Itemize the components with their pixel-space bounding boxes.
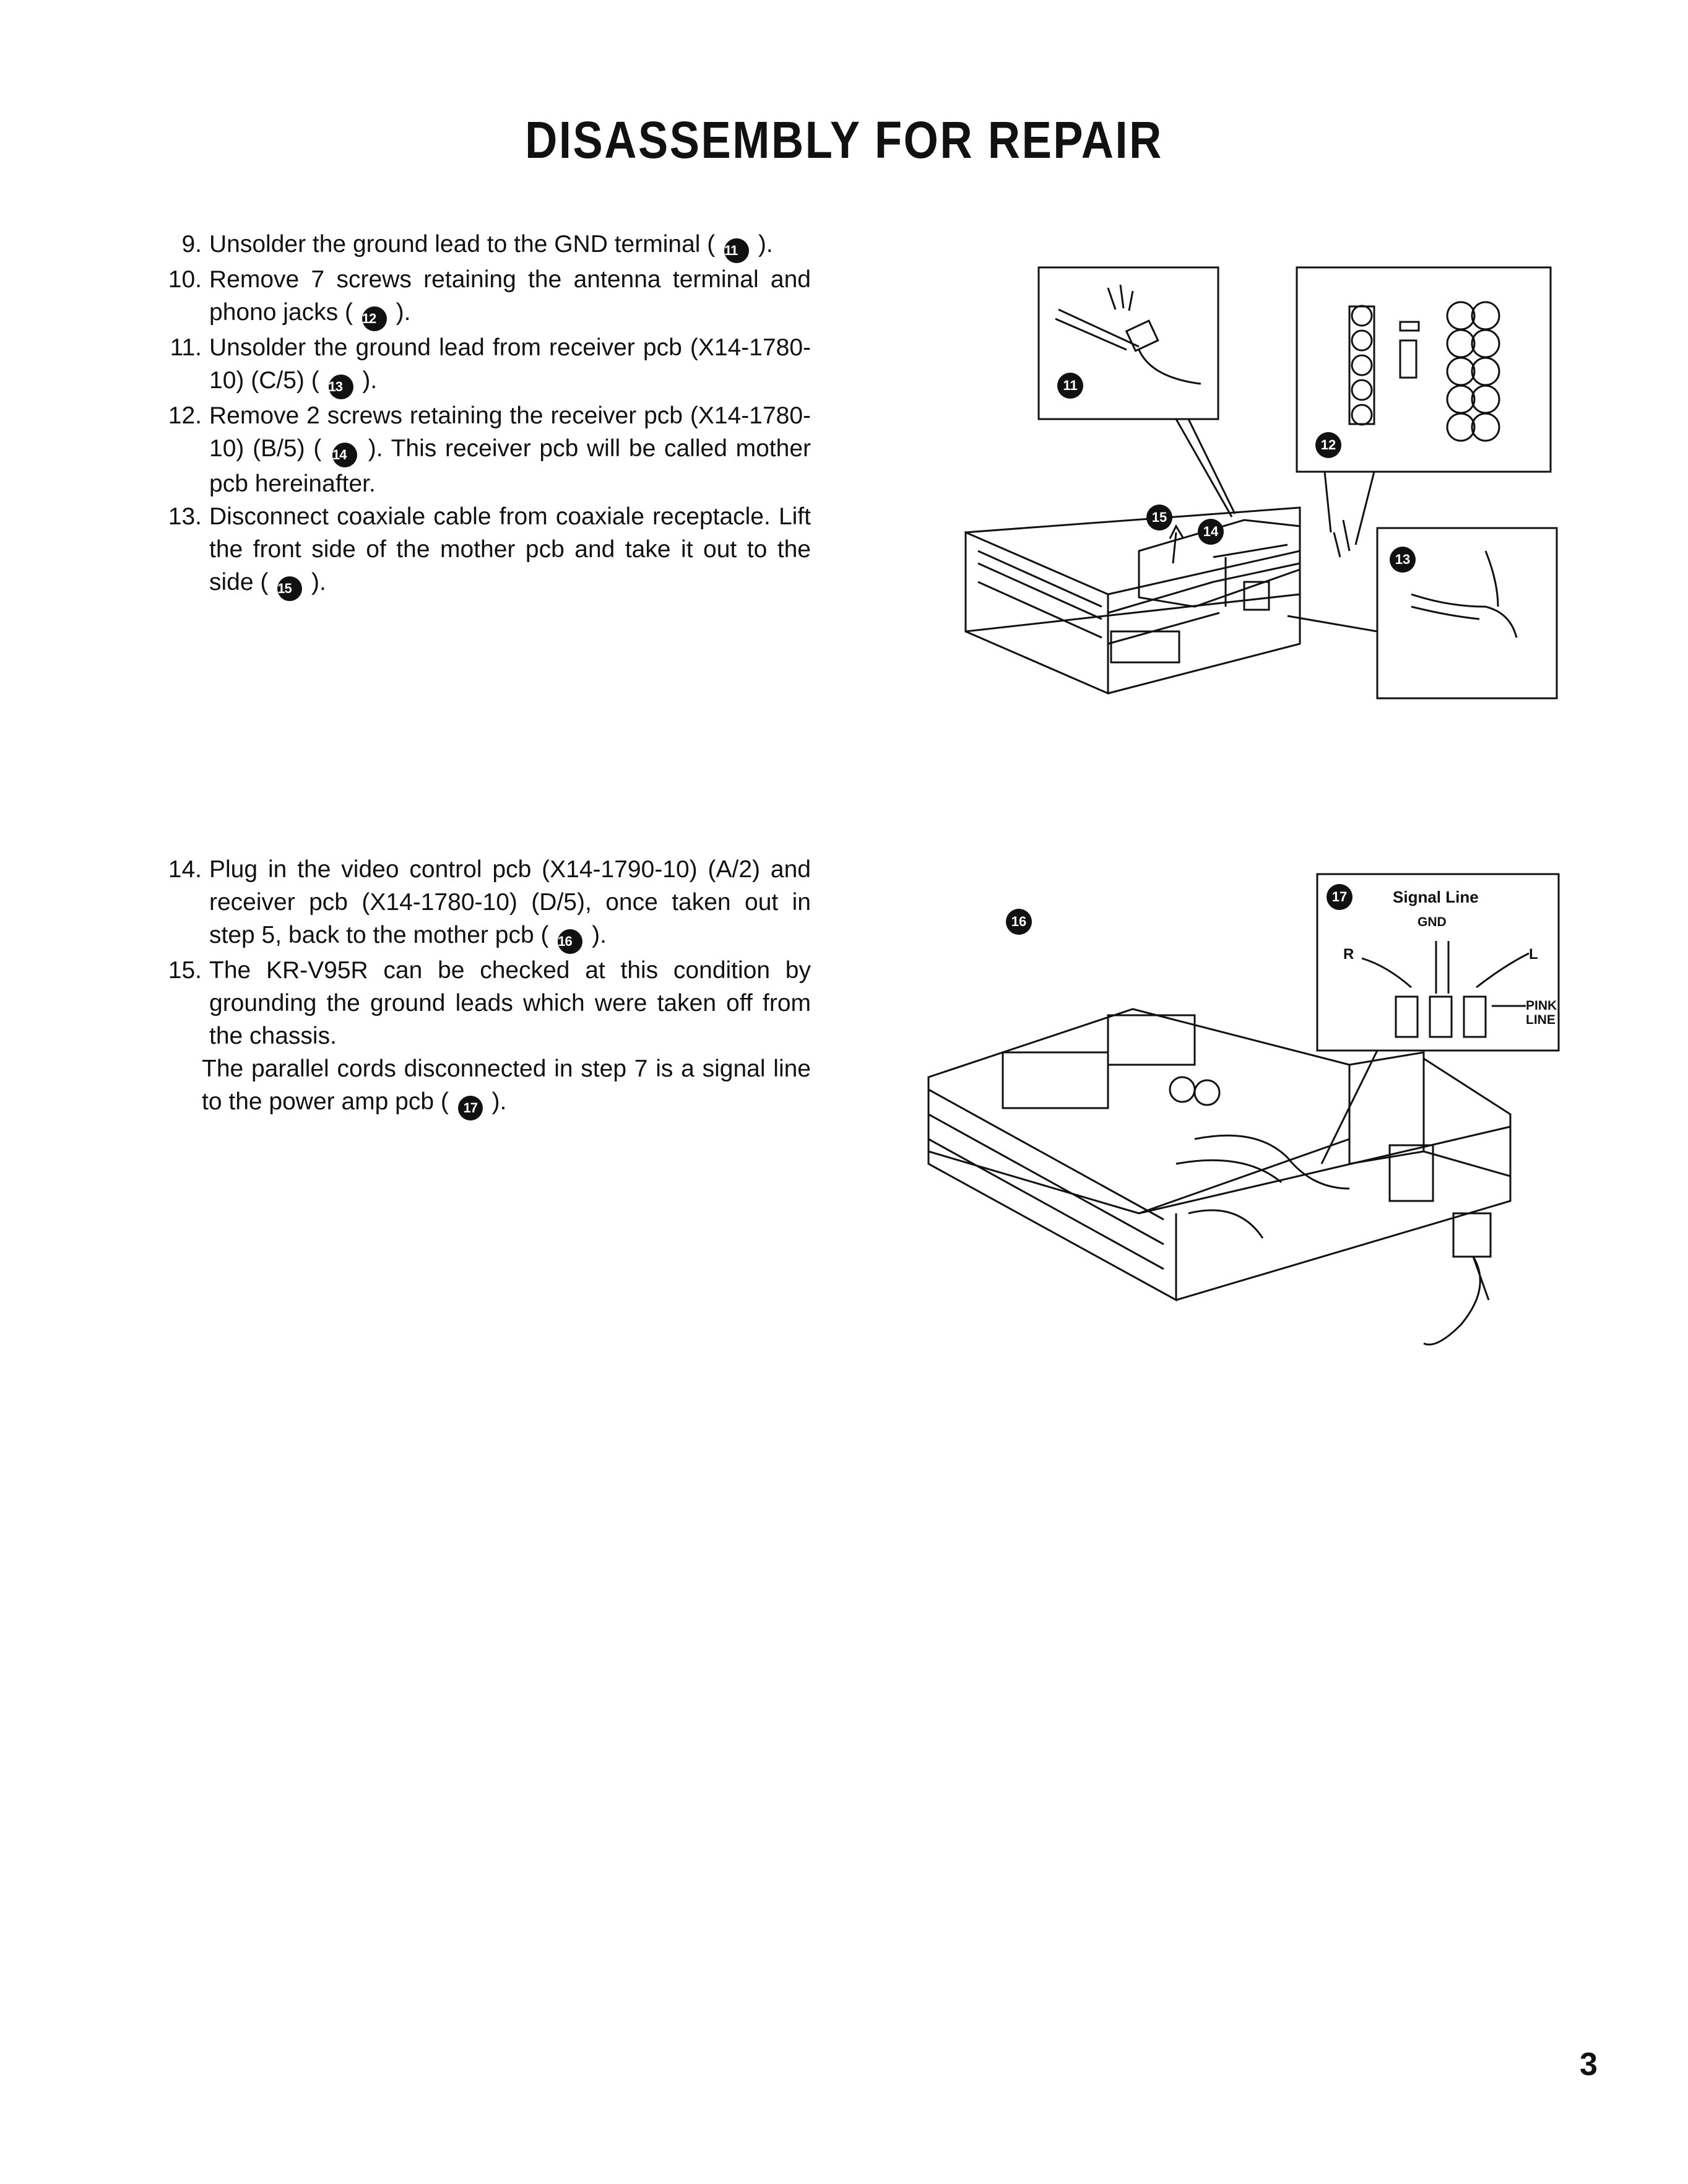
step-item [149,954,811,1052]
step-text: ). [585,922,607,948]
page-title: DISASSEMBLY FOR REPAIR [525,111,1163,169]
step-text: ). [355,367,378,394]
step-text: Unsolder the ground lead to the GND terminal ( [209,231,722,258]
callout-14: 14 [1198,519,1224,545]
note-text: ). [485,1088,507,1115]
step-body [209,228,811,263]
step-number: 14. [168,856,202,883]
figure-2-reassembled-check [916,867,1578,1362]
step-text: The KR-V95R can be checked at this condition by grounding the ground leads which were taken off from the chassis. [209,957,811,1049]
callout-badge-13: 13 [329,375,353,399]
note-text: The parallel cords disconnected in step 7 is a signal line to the power amp pcb ( [202,1055,811,1115]
figure-1-receiver-disassembly [953,260,1560,706]
steps-list-a [149,228,811,601]
callout-16: 16 [1006,909,1032,935]
callout-badge-11: 11 [724,238,749,263]
l-label: L [1529,946,1538,963]
step-number: 12. [168,402,202,429]
figure-1-drawing [953,260,1560,706]
callout-17: 17 [1327,884,1353,910]
step-number: 10. [168,266,202,293]
step-body [209,954,811,1052]
step-body [209,263,811,331]
step-item [149,853,811,954]
page-number: 3 [1580,2047,1598,2082]
pink-label: PINK [1526,999,1557,1013]
callout-badge-14: 14 [332,443,357,467]
step-item [149,399,811,500]
step-text: Remove 7 screws retaining the antenna terminal and phono jacks ( [209,266,811,326]
line-label: LINE [1526,1013,1556,1027]
callout-12: 12 [1315,432,1341,458]
step-text: Remove 2 screws retaining the receiver pcb (X14-1780-10) (B/5) ( [209,402,811,462]
step-text: ). [305,569,326,596]
callout-badge-17: 17 [458,1096,483,1120]
step-text: ). [389,299,411,326]
step-item [149,331,811,399]
step-text: ). [751,231,773,258]
step-body [209,853,811,954]
step-body [209,331,811,399]
step-15-note [149,1052,811,1120]
step-text: Unsolder the ground lead from receiver pcb (X14-1780-10) (C/5) ( [209,334,811,394]
callout-badge-12: 12 [362,306,387,331]
callout-badge-15: 15 [277,576,302,601]
step-number: 15. [168,957,202,984]
gnd-label: GND [1417,915,1447,929]
step-number: 11. [170,334,202,361]
callout-15: 15 [1146,505,1172,531]
step-item [149,228,811,263]
steps-list-b [149,853,811,1120]
step-body [209,399,811,500]
callout-badge-16: 16 [558,929,582,954]
step-item [149,263,811,331]
step-item [149,500,811,601]
step-number: 9. [181,231,202,258]
step-text: ). This receiver pcb will be called mother pcb hereinafter. [209,435,811,497]
signal-line-label: Signal Line [1393,888,1479,906]
step-body [209,500,811,601]
step-text: Plug in the video control pcb (X14-1790-10) (A/2) and receiver pcb (X14-1780-10) (D/5), once taken out in step 5, back to the mother pcb ( [209,856,811,948]
r-label: R [1343,946,1354,963]
step-number: 13. [168,503,202,530]
callout-13: 13 [1390,547,1416,573]
figure-2-drawing [916,867,1578,1362]
callout-11: 11 [1057,373,1083,399]
step-text: Disconnect coaxiale cable from coaxiale receptacle. Lift the front side of the mother pcb and take it out to the side ( [209,503,811,596]
